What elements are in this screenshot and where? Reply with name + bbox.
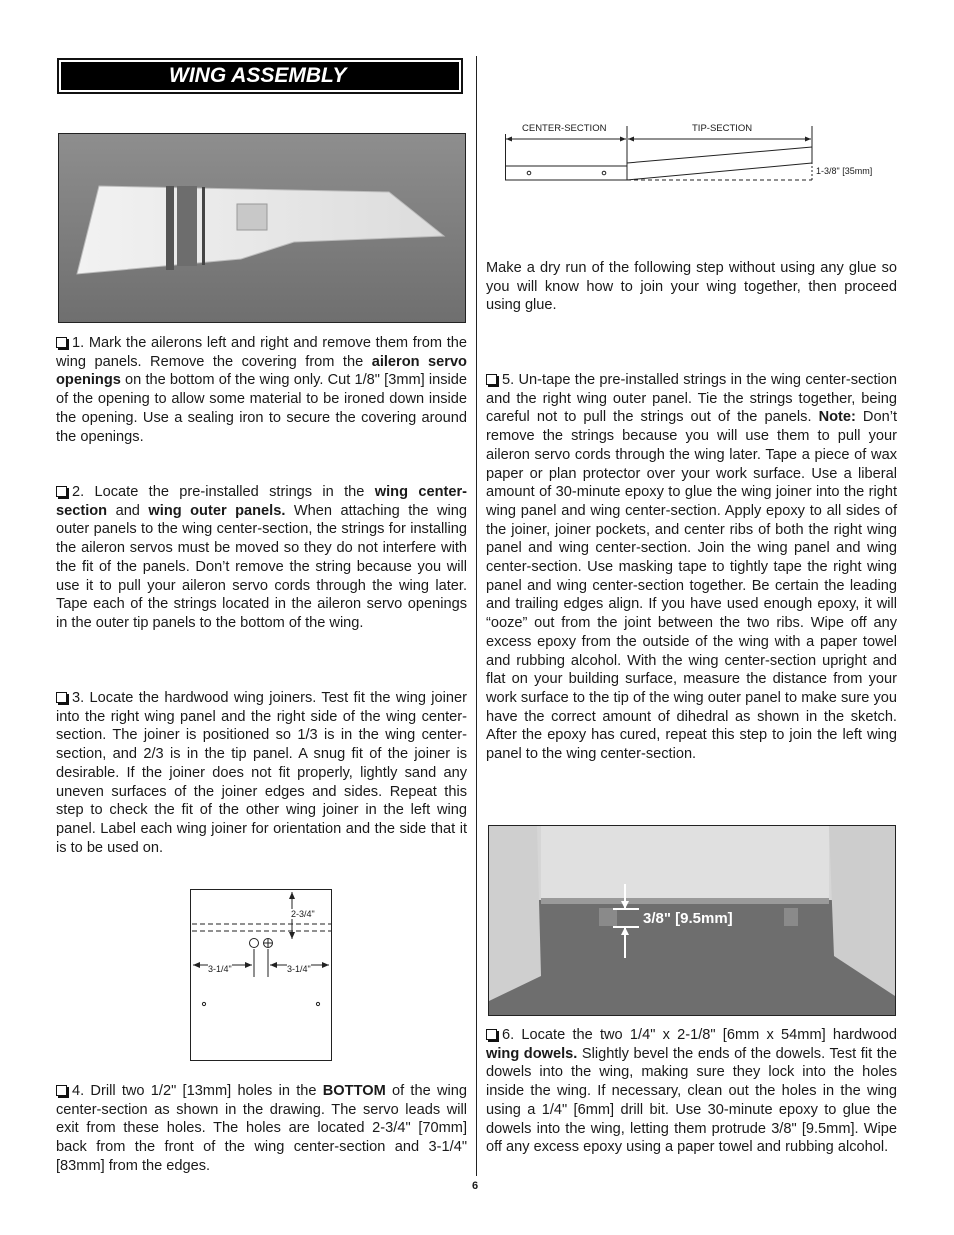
tip-section-label: TIP-SECTION	[692, 123, 753, 134]
step-4-part-a: 4. Drill two 1/2" [13mm] holes in the	[72, 1083, 323, 1099]
step-6-text	[486, 1026, 897, 1157]
step-2-text	[56, 483, 467, 633]
step-5-bold: Note:	[818, 409, 856, 426]
holes-right-dim: 3-1/4"	[287, 964, 311, 974]
step-1-part-a: 1. Mark the ailerons left and right and remove them from the wing panels. Remove the covering from the	[56, 335, 467, 370]
step-1-part-c: on the bottom of the wing only. Cut 1/8" [3mm] inside of the opening to allow some material to be ironed down inside the opening. Use a sealing iron to secure the covering around the openings.	[56, 372, 467, 445]
step-3-checkbox[interactable]	[56, 692, 67, 703]
step-2-checkbox[interactable]	[56, 486, 67, 497]
step-6-part-c: Slightly bevel the ends of the dowels. Test fit the dowels into the wing, making sure they lock into the holes inside the wing. If necessary, clean out the holes in the wing using a 1/4" [6mm] drill bit. Use 30-minute epoxy to glue the dowels into the wing, letting them protrude 3/8" [9.5mm]. Wipe off any excess epoxy using a paper towel and rubbing alcohol.	[486, 1045, 898, 1156]
center-section-label: CENTER-SECTION	[522, 123, 607, 134]
wing-dowels-photo	[488, 825, 896, 1016]
step-5-checkbox[interactable]	[486, 374, 497, 385]
step-4-checkbox[interactable]	[56, 1085, 67, 1096]
dihedral-measure-label: 1-3/8" [35mm]	[816, 166, 873, 176]
step-1-checkbox[interactable]	[56, 337, 67, 348]
dowel-measure-label: 3/8" [9.5mm]	[643, 910, 733, 927]
step-2-bold-2: wing outer panels.	[148, 502, 286, 519]
step-4-text	[56, 1082, 467, 1176]
step-6-checkbox[interactable]	[486, 1029, 497, 1040]
step-1-bold: aileron servo openings	[56, 353, 467, 389]
step-5-text	[486, 371, 897, 764]
step-2-part-d: When attaching the wing outer panels to the wing center-section, the strings for installing the aileron servos must be moved so they do not interfere with the fit of the panels. Don’t remove the string because you will use it to pull your aileron servo cords through the wing later. Tape each of the strings located in the aileron servo openings in the outer tip panels to the bottom of the wing.	[56, 502, 467, 631]
step-2-part-a: 2. Locate the pre-installed strings in the	[72, 484, 375, 500]
column-divider	[476, 56, 477, 1176]
wing-panel-photo	[58, 133, 466, 323]
holes-left-dim: 3-1/4"	[208, 964, 232, 974]
step-1-text	[56, 334, 467, 446]
step-5-part-a: 5. Un-tape the pre-installed strings in the wing center-section and the right wing outer panel. Tie the strings together, being careful not to pull the strings out of the panels.	[486, 372, 897, 426]
step-4-bold: BOTTOM	[322, 1083, 386, 1099]
holes-diagram	[190, 889, 333, 1062]
dihedral-diagram	[505, 120, 885, 185]
step-4-part-c: of the wing center-section as shown in the drawing. The servo leads will exit from these holes. The holes are located 2-3/4" [70mm] back from the front of the wing center-section and 3-1/4" [83mm] from the edges.	[56, 1083, 467, 1174]
holes-top-dim: 2-3/4"	[291, 909, 315, 919]
step-6-bold: wing dowels.	[486, 1045, 578, 1062]
dry-run-text: Make a dry run of the following step without using any glue so you will know how to join your wing together, then proceed using glue.	[486, 260, 897, 314]
step-3-part-a: 3. Locate the hardwood wing joiners. Test fit the wing joiner into the right wing panel and the right side of the wing center-section. The joiner is positioned so 1/3 is in the wing center-section, and 2/3 is in the tip panel. A snug fit of the joiner is desirable. If the joiner does not fit properly, lightly sand any uneven surfaces of the joiner edges and sides. Repeat this step to check the fit of the other wing joiner in the left wing panel. Label each wing joiner for orientation and the side that it is to be used on.	[56, 690, 467, 856]
section-title-box	[57, 58, 463, 94]
section-title: WING ASSEMBLY	[61, 62, 459, 90]
page-number: 6	[472, 1180, 479, 1192]
step-3-text	[56, 689, 467, 857]
step-2-part-c: and	[107, 502, 149, 519]
step-2-bold-1: wing center-section	[56, 484, 467, 519]
step-5-part-c: Don’t remove the strings because you will use them to pull your aileron servo cords through the wing later. Tape a piece of wax paper or plan protector over your work surface. Use a liberal amount of 30-minute epoxy to glue the wing joiner into the right wing panel and wing center-section. Apply epoxy to all sides of the joiner, joiner pockets, and center ribs of both the right wing panel and wing center-section. Join the wing panel and wing center-section. Use masking tape to tightly tape the right wing panel and wing center-section together. Be certain the leading and trailing edges align. If you have used enough epoxy, it will “ooze” out from the joint between the two ribs. Wipe off any excess epoxy from the outside of the wing with a paper towel and rubbing alcohol. With the wing center-section upright and flat on your building surface, measure the distance from your work surface to the tip of the wing outer panel to make sure you have the correct amount of dihedral as shown in the sketch. After the epoxy has cured, repeat this step to join the left wing panel to the wing center-section.	[486, 409, 897, 763]
step-6-part-a: 6. Locate the two 1/4" x 2-1/8" [6mm x 54mm] hardwood	[502, 1027, 897, 1043]
